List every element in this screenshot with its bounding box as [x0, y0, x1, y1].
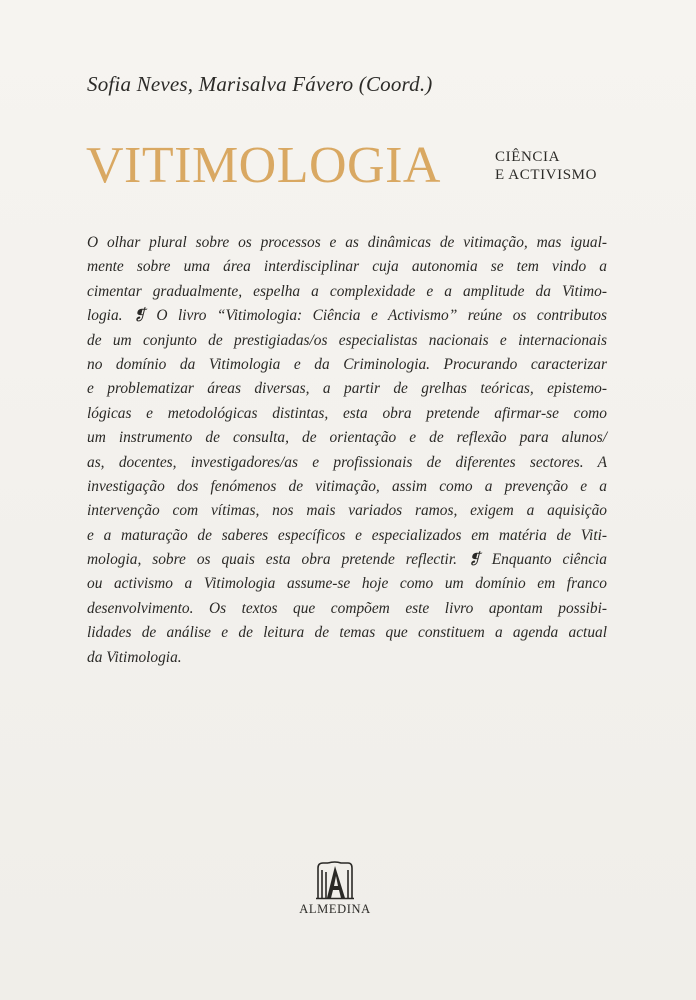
blurb-line: e a maturação de saberes específicos e especializados em matéria de Viti-: [87, 526, 607, 544]
book-title: VITIMOLOGIA: [86, 137, 441, 194]
title-block: [86, 136, 646, 196]
blurb-line: lidades de análise e de leitura de temas que constituem a agenda actual: [87, 624, 607, 642]
blurb-line: desenvolvimento. Os textos que compõem este livro apontam possibi-: [87, 599, 607, 617]
blurb-line: logia. ❡ O livro “Vitimologia: Ciência e Activismo” reúne os contributos: [87, 307, 607, 325]
almedina-arch-logo-icon: [314, 860, 356, 900]
blurb-line: um instrumento de consulta, de orientação e de reflexão para alunos/: [87, 429, 607, 447]
blurb-line: mente sobre uma área interdisciplinar cuja autonomia se tem vindo a: [87, 258, 607, 276]
blurb-line: e problematizar áreas diversas, a partir de grelhas teóricas, epistemo-: [87, 380, 607, 398]
blurb-line: intervenção com vítimas, nos mais variados ramos, exigem a aquisição: [87, 502, 607, 520]
blurb-line: mologia, sobre os quais esta obra pretende reflectir. ❡ Enquanto ciência: [87, 551, 607, 569]
blurb-line: O olhar plural sobre os processos e as dinâmicas de vitimação, mas igual-: [87, 234, 607, 251]
blurb-line: de um conjunto de prestigiadas/os especialistas nacionais e internacionais: [87, 331, 607, 349]
blurb-line: ou activismo a Vitimologia assume-se hoje como um domínio em franco: [87, 575, 607, 593]
blurb-line: no domínio da Vitimologia e da Criminologia. Procurando caracterizar: [87, 355, 607, 373]
subtitle-line-1: CIÊNCIA: [495, 149, 561, 165]
blurb-line: as, docentes, investigadores/as e profissionais de diferentes sectores. A: [87, 453, 607, 471]
book-subtitle: [495, 148, 597, 184]
publisher-name: ALMEDINA: [299, 902, 371, 916]
blurb-paragraph: [87, 231, 607, 670]
blurb-line: cimentar gradualmente, espelha a complexidade e a amplitude da Vitimo-: [87, 282, 607, 300]
blurb-line: investigação dos fenómenos de vitimação, assim como a prevenção e a: [87, 477, 607, 495]
blurb-line: da Vitimologia.: [87, 648, 182, 666]
authors-line: Sofia Neves, Marisalva Fávero (Coord.): [87, 72, 433, 96]
subtitle-line-2: E ACTIVISMO: [495, 167, 598, 183]
publisher-logo: [280, 860, 390, 930]
blurb-line: lógicas e metodológicas distintas, esta obra pretende afirmar-se como: [87, 404, 607, 422]
